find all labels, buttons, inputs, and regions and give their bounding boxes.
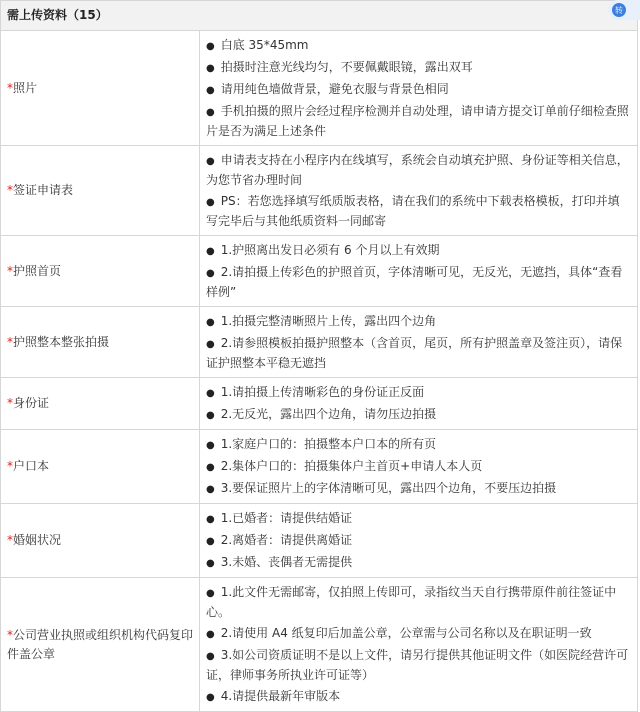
requirement-item — [206, 531, 631, 551]
bullet-icon: ● — [206, 588, 215, 599]
bullet-icon: ● — [206, 339, 215, 350]
bullet-icon: ● — [206, 317, 215, 328]
requirement-item — [206, 334, 631, 373]
row-label-text — [7, 181, 73, 200]
requirement-text: 4.请提供最新年审版本 — [220, 689, 341, 703]
bullet-icon: ● — [206, 440, 215, 451]
requirement-item — [206, 383, 631, 403]
row-label-text — [7, 394, 49, 413]
table-row — [1, 430, 637, 504]
row-label — [1, 378, 200, 429]
requirement-text: 1.拍摄完整清晰照片上传，露出四个边角 — [220, 314, 437, 328]
bullet-icon: ● — [206, 85, 215, 96]
requirement-list — [200, 378, 637, 429]
requirement-text: 2.无反光，露出四个边角，请勿压边拍摄 — [220, 407, 437, 421]
table-row — [1, 504, 637, 578]
requirement-item — [206, 151, 631, 190]
required-mark: * — [7, 396, 13, 410]
row-label — [1, 430, 200, 503]
requirement-text: 1.家庭户口的：拍摄整本户口本的所有页 — [220, 437, 437, 451]
requirement-item — [206, 479, 631, 499]
row-label-name: 照片 — [13, 80, 38, 95]
row-label — [1, 236, 200, 306]
row-label — [1, 504, 200, 577]
requirement-item — [206, 192, 631, 231]
requirement-text: 3.如公司资质证明不是以上文件，请另行提供其他证明文件（如医院经营许可证，律师事务所执业许可证等） — [206, 648, 629, 682]
requirement-text: 2.离婚者：请提供离婚证 — [220, 533, 353, 547]
table-row — [1, 307, 637, 378]
row-label — [1, 146, 200, 235]
requirement-text: 2.请参照模板拍摄护照整本（含首页，尾页，所有护照盖章及签注页），请保证护照整本平稳无遮挡 — [206, 336, 623, 370]
requirement-item — [206, 102, 631, 141]
requirement-item — [206, 624, 631, 644]
requirement-text: 2.请使用 A4 纸复印后加盖公章，公章需与公司名称以及在职证明一致 — [220, 626, 592, 640]
row-label-name: 身份证 — [13, 396, 50, 410]
bullet-icon: ● — [206, 197, 215, 208]
floating-badge[interactable] — [608, 0, 640, 20]
row-label-text — [7, 333, 109, 352]
bullet-icon: ● — [206, 410, 215, 421]
bullet-icon: ● — [206, 484, 215, 495]
row-label-name: 签证申请表 — [13, 183, 74, 197]
bullet-icon: ● — [206, 536, 215, 547]
required-mark: * — [7, 80, 13, 95]
bullet-icon: ● — [206, 514, 215, 525]
bullet-icon: ● — [206, 156, 215, 167]
requirement-item — [206, 583, 631, 622]
required-mark: * — [7, 263, 13, 278]
bullet-icon: ● — [206, 268, 215, 279]
requirement-item — [206, 435, 631, 455]
requirement-item — [206, 36, 631, 56]
requirement-item — [206, 687, 631, 707]
bullet-icon: ● — [206, 63, 215, 74]
requirement-text: 1.已婚者：请提供结婚证 — [220, 511, 353, 525]
required-mark: * — [7, 334, 13, 349]
requirement-item — [206, 263, 631, 302]
bullet-icon: ● — [206, 462, 215, 473]
requirement-text: 请用纯色墙做背景，避免衣服与背景色相同 — [220, 82, 449, 96]
row-label — [1, 31, 200, 145]
bullet-icon: ● — [206, 558, 215, 569]
requirement-item — [206, 241, 631, 261]
requirement-item — [206, 646, 631, 685]
bullet-icon: ● — [206, 246, 215, 257]
bullet-icon: ● — [206, 651, 215, 662]
row-label-text — [7, 79, 37, 98]
requirement-item — [206, 509, 631, 529]
table-row — [1, 31, 637, 146]
requirement-text: 1.护照离出发日必须有 6 个月以上有效期 — [220, 243, 440, 257]
requirement-text: 1.此文件无需邮寄，仅拍照上传即可，录指纹当天自行携带原件前往签证中心。 — [206, 585, 617, 619]
required-mark: * — [7, 183, 13, 197]
table-row — [1, 378, 637, 430]
row-label-name: 护照首页 — [13, 263, 62, 278]
row-label-text — [7, 262, 61, 281]
requirement-list — [200, 146, 637, 235]
requirement-list — [200, 578, 637, 711]
required-mark: * — [7, 459, 13, 473]
requirement-list — [200, 504, 637, 577]
row-label-text — [7, 626, 193, 664]
required-mark: * — [7, 627, 13, 642]
requirement-item — [206, 405, 631, 425]
bullet-icon: ● — [206, 41, 215, 52]
required-mark: * — [7, 533, 13, 547]
table-row — [1, 578, 637, 711]
table-body — [1, 31, 637, 711]
requirement-text: PS：若您选择填写纸质版表格，请在我们的系统中下载表格模板，打印并填写完毕后与其他纸质资料一同邮寄 — [206, 194, 620, 228]
row-label-text — [7, 531, 61, 550]
bullet-icon: ● — [206, 692, 215, 703]
requirement-item — [206, 553, 631, 573]
share-icon[interactable]: 转 — [612, 3, 626, 17]
row-label — [1, 578, 200, 711]
bullet-icon: ● — [206, 629, 215, 640]
row-label — [1, 307, 200, 377]
table-row — [1, 146, 637, 236]
requirement-item — [206, 80, 631, 100]
requirement-list — [200, 307, 637, 377]
requirement-list — [200, 31, 637, 145]
table-row — [1, 236, 637, 307]
row-label-name: 户口本 — [13, 459, 50, 473]
requirement-text: 拍摄时注意光线均匀，不要佩戴眼镜，露出双耳 — [220, 60, 473, 74]
requirement-text: 2.集体户口的：拍摄集体户主首页+申请人本人页 — [220, 459, 483, 473]
requirement-text: 2.请拍摄上传彩色的护照首页，字体清晰可见，无反光，无遮挡，具体“查看样例” — [206, 265, 623, 299]
table-title: 需上传资料（15） — [1, 1, 637, 31]
requirement-text: 白底 35*45mm — [220, 38, 309, 52]
row-label-name: 公司营业执照或组织机构代码复印件盖公章 — [7, 627, 194, 661]
requirement-list — [200, 430, 637, 503]
requirement-item — [206, 312, 631, 332]
requirement-text: 3.未婚、丧偶者无需提供 — [220, 555, 353, 569]
requirement-item — [206, 58, 631, 78]
requirement-text: 手机拍摄的照片会经过程序检测并自动处理，请申请方提交订单前仔细检查照片是否为满足上述条件 — [206, 104, 629, 138]
requirement-list — [200, 236, 637, 306]
requirement-text: 3.要保证照片上的字体清晰可见，露出四个边角，不要压边拍摄 — [220, 481, 557, 495]
requirement-text: 1.请拍摄上传清晰彩色的身份证正反面 — [220, 385, 425, 399]
row-label-name: 护照整本整张拍摄 — [13, 334, 110, 349]
row-label-text — [7, 457, 49, 476]
bullet-icon: ● — [206, 107, 215, 118]
row-label-name: 婚姻状况 — [13, 533, 62, 547]
bullet-icon: ● — [206, 388, 215, 399]
requirement-text: 申请表支持在小程序内在线填写，系统会自动填充护照、身份证等相关信息，为您节省办理时间 — [206, 153, 629, 187]
requirement-item — [206, 457, 631, 477]
